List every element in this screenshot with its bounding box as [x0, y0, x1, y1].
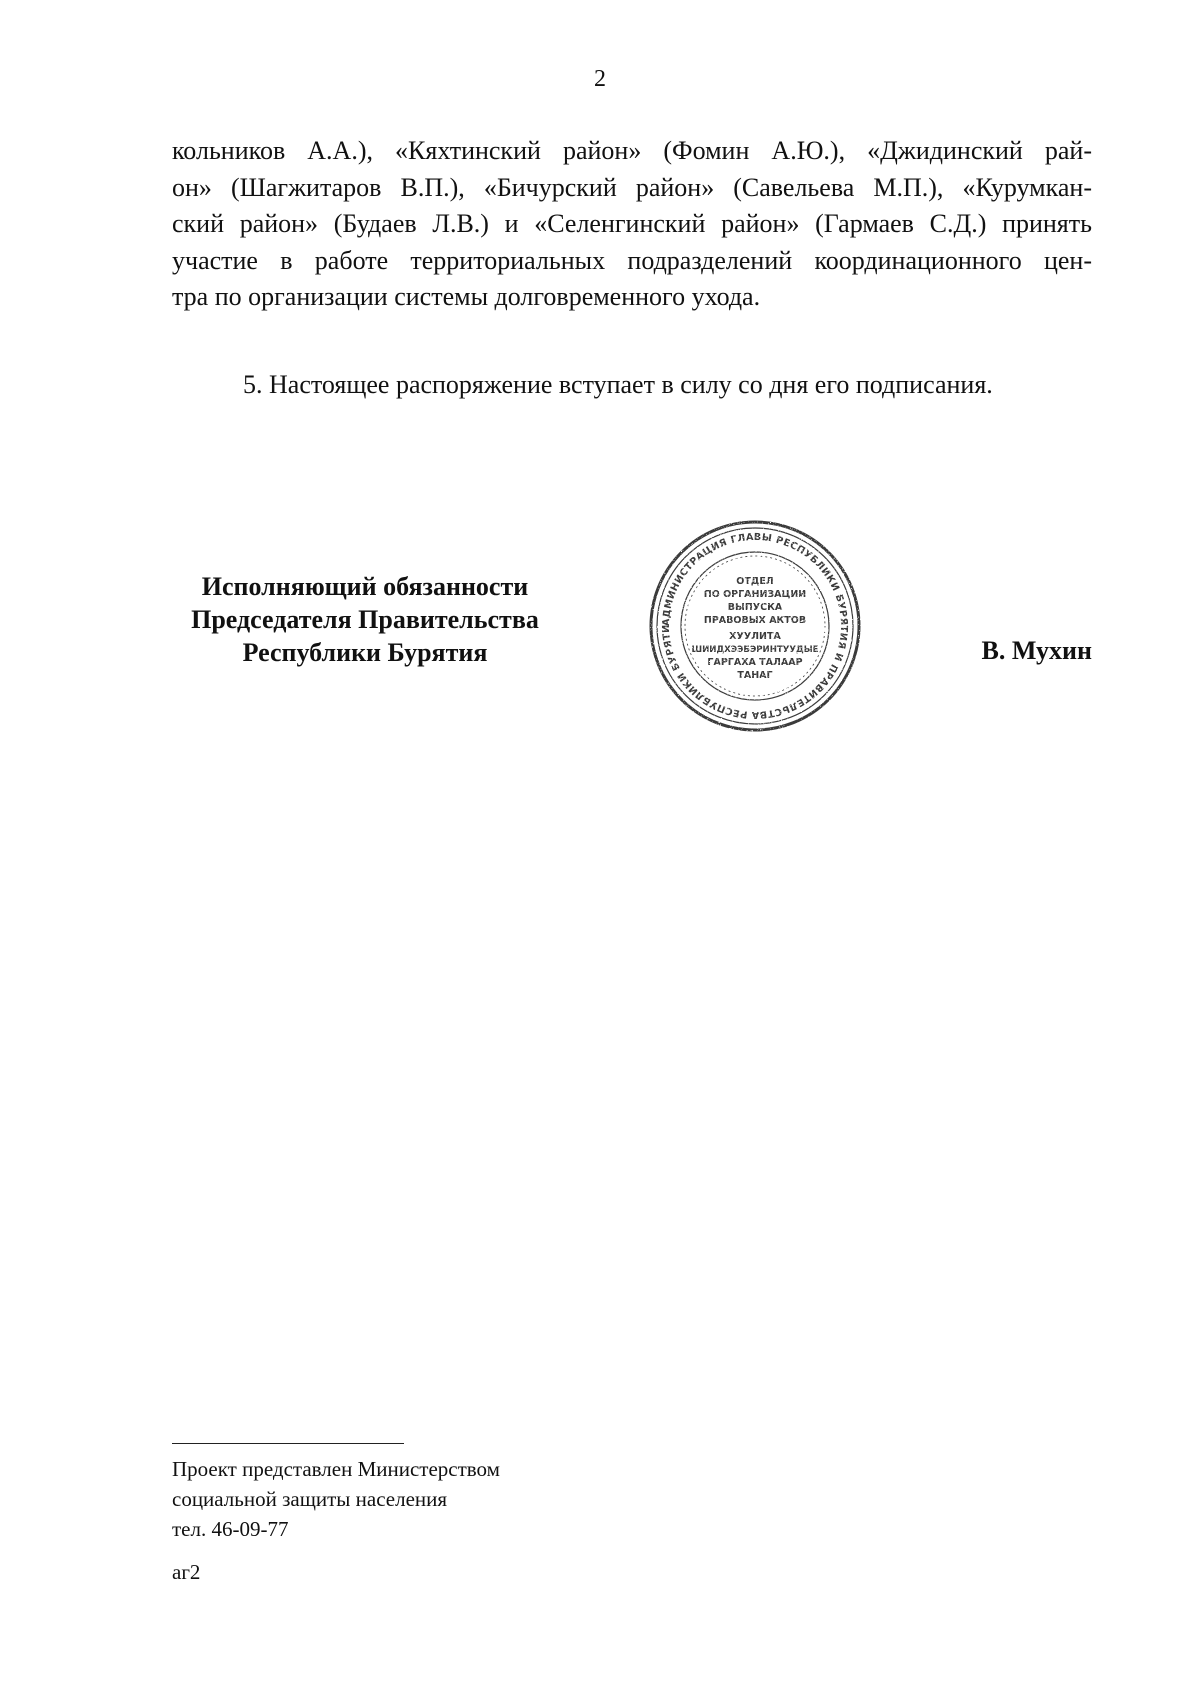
- footnote-line: социальной защиты населения: [172, 1487, 448, 1511]
- signer-title-line: Республики Бурятия: [242, 638, 488, 667]
- footnote-divider: [172, 1443, 404, 1444]
- paragraph-line: кольников А.А.), «Кяхтинский район» (Фомин А.Ю.), «Джидинский рай-: [172, 136, 1092, 165]
- stamp-inner-line: ПРАВОВЫХ АКТОВ: [703, 615, 807, 626]
- stamp-inner-line: ГАРГАХА ТАЛААР: [707, 657, 803, 668]
- paragraph-line: тра по организации системы долговременного ухода.: [172, 282, 761, 311]
- stamp-inner-line: ХУУЛИТА: [729, 631, 781, 642]
- stamp-inner-line: ТАНАГ: [737, 670, 773, 681]
- page-number: 2: [594, 66, 606, 92]
- footnote-line: тел. 46-09-77: [172, 1517, 289, 1541]
- stamp-inner-line: ВЫПУСКА: [727, 602, 783, 613]
- stamp-image: [646, 517, 864, 735]
- signer-title-line: Исполняющий обязанности: [201, 572, 529, 601]
- item-5: 5. Настоящее распоряжение вступает в силу со дня его подписания.: [243, 370, 993, 399]
- official-stamp: [646, 517, 864, 735]
- signer-name: В. Мухин: [981, 636, 1092, 665]
- stamp-inner-line: ОТДЕЛ: [736, 576, 774, 587]
- stamp-inner-line: ПО ОРГАНИЗАЦИИ: [703, 589, 807, 600]
- paragraph-line: он» (Шагжитаров В.П.), «Бичурский район» (Савельева М.П.), «Курумкан-: [172, 172, 1092, 202]
- paragraph-line: ский район» (Будаев Л.В.) и «Селенгинский район» (Гармаев С.Д.) принять: [172, 209, 1092, 238]
- stamp-outer-text: АДМИНИСТРАЦИЯ ГЛАВЫ РЕСПУБЛИКИ БУРЯТИЯ И ПРАВИТЕЛЬСТВА РЕСПУБЛИКИ БУРЯТИ: [660, 531, 850, 721]
- footnote-line: Проект представлен Министерством: [172, 1457, 500, 1481]
- footnote: [172, 1454, 500, 1544]
- signer-title: [145, 570, 585, 669]
- signer-title-line: Председателя Правительства: [191, 605, 539, 634]
- paragraph-continuation: [172, 133, 1092, 316]
- document-code: аг2: [172, 1560, 201, 1584]
- stamp-inner-line: ШИИДХЭЭБЭРИНТУУДЫЕ: [691, 645, 819, 655]
- paragraph-line: участие в работе территориальных подразделений координационного цен-: [172, 245, 1092, 275]
